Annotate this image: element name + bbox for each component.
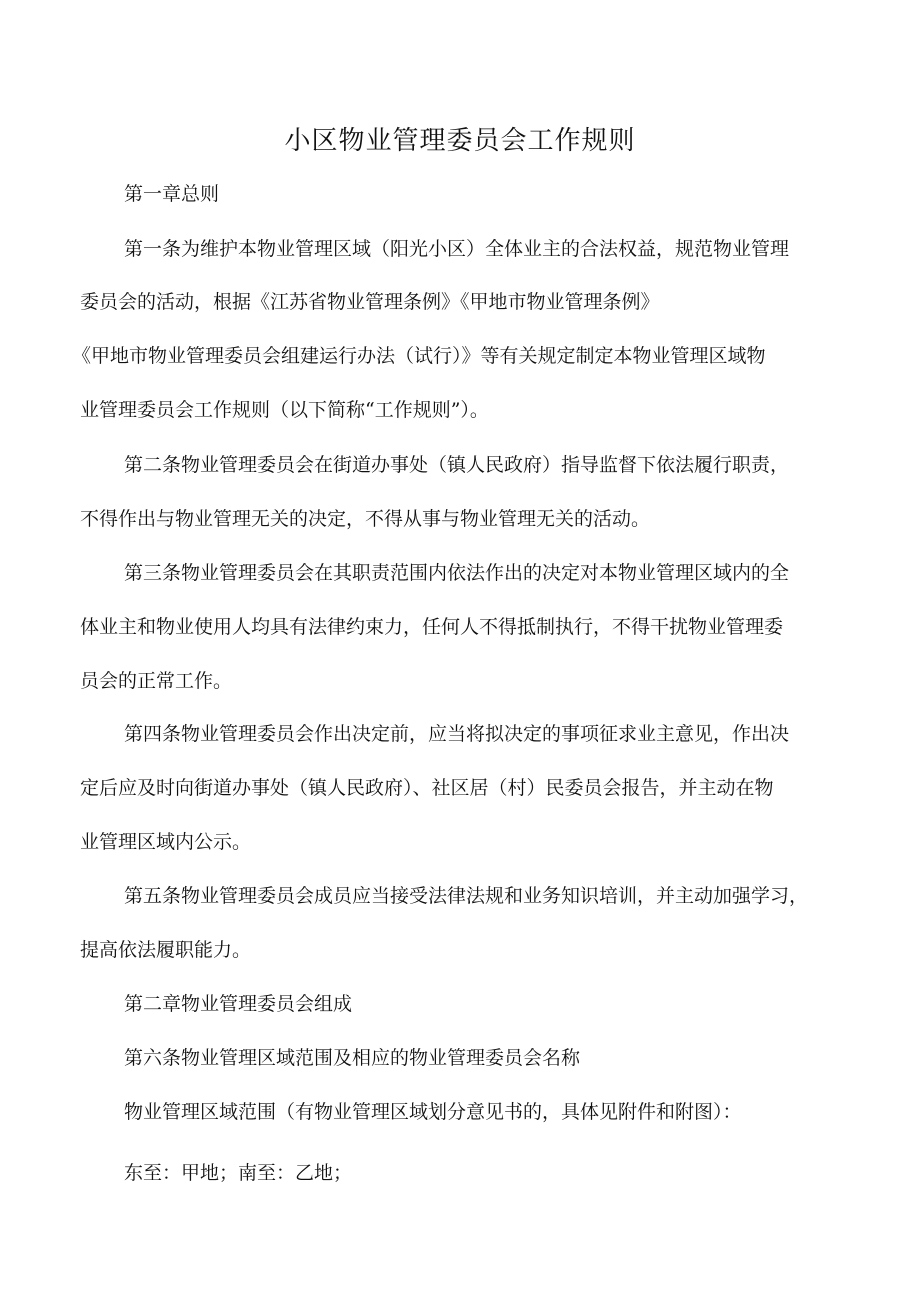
article-2-line-1: 第二条物业管理委员会在街道办事处（镇人民政府）指导监督下依法履行职责， — [124, 454, 790, 476]
article-4-line-3: 业管理区域内公示。 — [80, 831, 252, 853]
article-1-line-4: 业管理委员会工作规则（以下简称“工作规则”）。 — [80, 399, 489, 421]
article-4-line-1: 第四条物业管理委员会作出决定前，应当将拟决定的事项征求业主意见，作出决 — [124, 723, 790, 745]
article-3-line-2: 体业主和物业使用人均具有法律约束力，任何人不得抵制执行，不得干扰物业管理委 — [80, 616, 784, 638]
scope-description: 物业管理区域范围（有物业管理区域划分意见书的，具体见附件和附图）： — [124, 1101, 742, 1123]
article-1-line-1: 第一条为维护本物业管理区域（阳光小区）全体业主的合法权益，规范物业管理 — [124, 238, 790, 260]
article-2-line-2: 不得作出与物业管理无关的决定，不得从事与物业管理无关的活动。 — [80, 508, 651, 530]
article-5-line-1: 第五条物业管理委员会成员应当接受法律法规和业务知识培训，并主动加强学习， — [124, 885, 809, 907]
boundary-line: 东至：甲地；南至：乙地； — [124, 1162, 353, 1184]
article-4-line-2: 定后应及时向街道办事处（镇人民政府）、社区居（村）民委员会报告，并主动在物 — [80, 777, 774, 799]
article-3-line-3: 员会的正常工作。 — [80, 670, 233, 692]
article-3-line-1: 第三条物业管理委员会在其职责范围内依法作出的决定对本物业管理区域内的全 — [124, 562, 790, 584]
article-5-line-2: 提高依法履职能力。 — [80, 939, 252, 961]
chapter-2-heading: 第二章物业管理委员会组成 — [124, 993, 353, 1015]
article-1-line-2: 委员会的活动，根据《江苏省物业管理条例》《甲地市物业管理条例》 — [80, 291, 660, 313]
chapter-1-heading: 第一章总则 — [124, 183, 220, 205]
article-6-line-1: 第六条物业管理区域范围及相应的物业管理委员会名称 — [124, 1047, 581, 1069]
article-1-line-3: 《甲地市物业管理委员会组建运行办法（试行）》等有关规定制定本物业管理区域物 — [72, 345, 766, 367]
document-title: 小区物业管理委员会工作规则 — [284, 126, 636, 156]
